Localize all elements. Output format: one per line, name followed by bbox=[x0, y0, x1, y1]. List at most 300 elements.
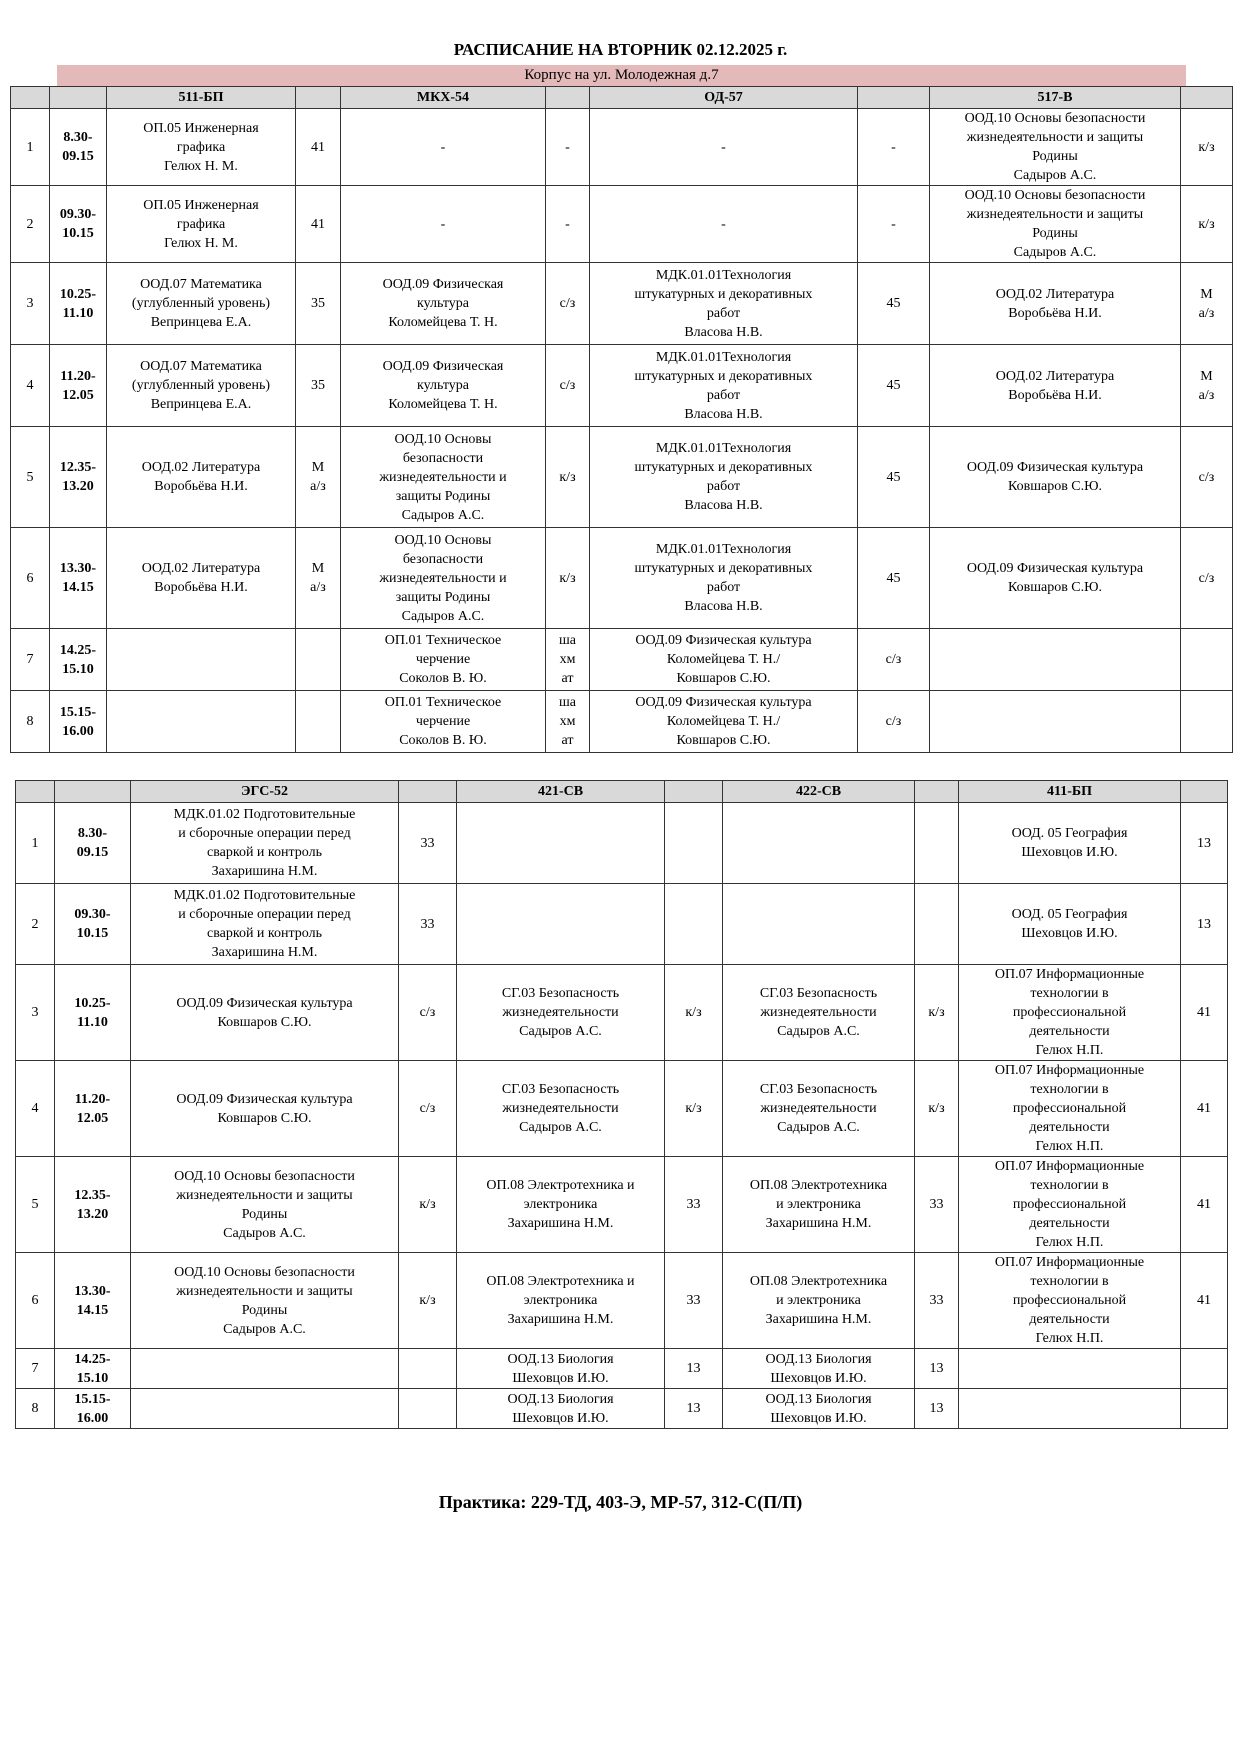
room-cell bbox=[399, 1389, 457, 1429]
subject-line: Садыров А.С. bbox=[1013, 168, 1097, 183]
subject-line: - bbox=[440, 216, 446, 232]
subject-cell bbox=[107, 186, 296, 263]
time-line: 14.25- bbox=[59, 642, 97, 658]
subject-line: технологии в bbox=[1030, 1082, 1109, 1097]
room-line: хм bbox=[559, 714, 576, 729]
subject-line: жизнедеятельности и защиты bbox=[966, 207, 1144, 222]
lesson-time bbox=[55, 1253, 131, 1349]
subject-line: Родины bbox=[1032, 226, 1078, 241]
subject-cell bbox=[341, 629, 546, 691]
time-line: 15.10 bbox=[76, 1370, 109, 1386]
subject-line: ООД.13 Биология bbox=[507, 1351, 614, 1367]
subject-cell bbox=[590, 109, 858, 186]
subject-line: ООД.07 Математика bbox=[140, 359, 262, 374]
subject-cell bbox=[723, 965, 915, 1061]
room-cell bbox=[546, 528, 590, 629]
subject-line: Гелюх Н.П. bbox=[1035, 1235, 1104, 1250]
time-line: 12.05 bbox=[62, 387, 94, 403]
subject-line: Власова Н.В. bbox=[684, 498, 763, 513]
room-line: М bbox=[311, 460, 325, 475]
room-line: к/з bbox=[685, 1005, 702, 1020]
subject-cell bbox=[723, 1061, 915, 1157]
table-row bbox=[11, 427, 1233, 528]
subject-line: защиты Родины bbox=[395, 589, 491, 605]
room-line: - bbox=[891, 216, 896, 232]
room-line: 13 bbox=[929, 1361, 944, 1376]
subject-cell bbox=[341, 263, 546, 345]
room-line: 13 bbox=[686, 1401, 701, 1416]
room-cell bbox=[546, 691, 590, 753]
subject-line: сваркой и контроль bbox=[207, 926, 322, 941]
subject-line: ОП.01 Техническое bbox=[384, 633, 502, 648]
subject-cell bbox=[131, 884, 399, 965]
header-empty bbox=[50, 87, 107, 109]
room-cell bbox=[1181, 1157, 1228, 1253]
time-line: 11.10 bbox=[77, 1014, 108, 1030]
room-cell bbox=[1181, 528, 1233, 629]
subject-cell bbox=[131, 1253, 399, 1349]
lesson-time bbox=[50, 109, 107, 186]
time-line: 8.30- bbox=[77, 826, 108, 841]
subject-line: и сборочные операции перед bbox=[178, 826, 351, 841]
subject-line: МДК.01.02 Подготовительные bbox=[173, 807, 356, 822]
room-line: 45 bbox=[886, 378, 901, 393]
subject-line: ОП.07 Информационные bbox=[994, 1255, 1145, 1270]
room-line: 35 bbox=[311, 378, 325, 393]
room-line: 41 bbox=[1197, 1005, 1211, 1020]
subject-cell bbox=[107, 528, 296, 629]
subject-line: профессиональной bbox=[1012, 1197, 1127, 1212]
subject-line: Ковшаров С.Ю. bbox=[676, 733, 771, 748]
subject-cell bbox=[959, 1157, 1181, 1253]
room-cell bbox=[399, 1061, 457, 1157]
subject-line: ООД.02 Литература bbox=[995, 286, 1115, 302]
room-cell bbox=[546, 186, 590, 263]
lesson-number: 1 bbox=[11, 109, 50, 186]
room-line: 33 bbox=[420, 835, 435, 851]
room-line: 33 bbox=[929, 1197, 944, 1212]
room-cell bbox=[296, 528, 341, 629]
subject-cell bbox=[131, 803, 399, 884]
subject-line: Вепринцева Е.А. bbox=[150, 315, 252, 330]
subject-cell bbox=[107, 691, 296, 753]
room-cell bbox=[399, 965, 457, 1061]
subject-cell bbox=[723, 1349, 915, 1389]
time-line: 10.15 bbox=[76, 926, 109, 941]
subject-line: Ковшаров С.Ю. bbox=[217, 1014, 312, 1030]
subject-line: жизнедеятельности и защиты bbox=[966, 130, 1144, 145]
subject-line: ООД.09 Физическая bbox=[382, 277, 504, 292]
room-line: с/з bbox=[1198, 469, 1215, 485]
group-header: 517-В bbox=[930, 87, 1181, 109]
subject-line: Шеховцов И.Ю. bbox=[512, 1370, 609, 1386]
lesson-time bbox=[50, 427, 107, 528]
subject-line: штукатурных и декоративных bbox=[634, 286, 813, 302]
time-line: 13.20 bbox=[62, 479, 94, 494]
table-row bbox=[11, 629, 1233, 691]
subject-line: Соколов В. Ю. bbox=[399, 671, 487, 686]
lesson-time bbox=[55, 1157, 131, 1253]
subject-cell bbox=[457, 803, 665, 884]
subject-line: Ковшаров С.Ю. bbox=[1007, 580, 1103, 595]
subject-line: сваркой и контроль bbox=[207, 845, 322, 860]
subject-line: Захаришина Н.М. bbox=[211, 864, 318, 879]
subject-cell bbox=[131, 1389, 399, 1429]
room-line: 45 bbox=[886, 570, 901, 586]
subject-line: Воробьёва Н.И. bbox=[154, 580, 248, 595]
subject-line: Шеховцов И.Ю. bbox=[512, 1410, 609, 1426]
time-line: 13.30- bbox=[59, 561, 97, 576]
subject-line: Ковшаров С.Ю. bbox=[217, 1110, 312, 1126]
lesson-time bbox=[50, 629, 107, 691]
subject-line: Власова Н.В. bbox=[684, 599, 763, 614]
subject-line: Захаришина Н.М. bbox=[507, 1216, 614, 1231]
group-header: 422-СВ bbox=[723, 781, 915, 803]
subject-cell bbox=[959, 1253, 1181, 1349]
room-cell bbox=[1181, 1061, 1228, 1157]
lesson-number: 4 bbox=[11, 345, 50, 427]
subject-line: штукатурных и декоративных bbox=[634, 460, 813, 475]
lesson-number: 6 bbox=[11, 528, 50, 629]
room-line: - bbox=[891, 139, 896, 155]
subject-line: ООД.07 Математика bbox=[140, 277, 262, 292]
subject-line: жизнедеятельности bbox=[760, 1005, 877, 1020]
practice-note: Практика: 229-ТД, 403-Э, МР-57, 312-С(П/П) bbox=[438, 1492, 803, 1512]
room-line: 13 bbox=[1197, 916, 1211, 932]
subject-cell bbox=[131, 965, 399, 1061]
subject-line: профессиональной bbox=[1012, 1101, 1127, 1116]
schedule-table-1 bbox=[10, 86, 1233, 753]
room-cell bbox=[915, 803, 959, 884]
subject-line: Вепринцева Е.А. bbox=[150, 397, 252, 412]
time-line: 09.30- bbox=[74, 907, 111, 922]
subject-line: ООД.13 Биология bbox=[765, 1351, 872, 1367]
subject-line: электроника bbox=[523, 1197, 598, 1212]
header-empty bbox=[399, 781, 457, 803]
subject-cell bbox=[341, 427, 546, 528]
room-cell bbox=[296, 186, 341, 263]
subject-line: МДК.01.01Технология bbox=[655, 542, 792, 557]
lesson-time bbox=[50, 691, 107, 753]
subject-line: культура bbox=[417, 296, 469, 311]
subject-line: работ bbox=[706, 580, 741, 595]
subject-line: ООД. 05 География bbox=[1011, 907, 1128, 922]
subject-cell bbox=[930, 691, 1181, 753]
lesson-number: 2 bbox=[16, 884, 55, 965]
subject-line: Шеховцов И.Ю. bbox=[770, 1370, 867, 1386]
subject-line: ОП.05 Инженерная bbox=[143, 197, 259, 213]
room-cell bbox=[858, 427, 930, 528]
subject-line: СГ.03 Безопасность bbox=[501, 986, 620, 1001]
time-line: 14.15 bbox=[76, 1302, 109, 1318]
time-line: 13.20 bbox=[76, 1206, 109, 1222]
room-line: к/з bbox=[1198, 139, 1215, 155]
room-cell bbox=[399, 884, 457, 965]
room-line: к/з bbox=[419, 1197, 436, 1212]
subject-line: Гелюх Н.П. bbox=[1035, 1139, 1104, 1154]
subject-line: Соколов В. Ю. bbox=[399, 733, 487, 748]
subject-cell bbox=[723, 1253, 915, 1349]
table-row bbox=[11, 691, 1233, 753]
table-row bbox=[11, 186, 1233, 263]
lesson-number: 3 bbox=[16, 965, 55, 1061]
subject-line: работ bbox=[706, 479, 741, 494]
table-row bbox=[11, 263, 1233, 345]
subject-line: защиты Родины bbox=[395, 488, 491, 504]
room-cell bbox=[665, 884, 723, 965]
room-cell bbox=[858, 186, 930, 263]
room-line: с/з bbox=[885, 714, 902, 729]
lesson-time bbox=[50, 528, 107, 629]
room-line: 33 bbox=[686, 1197, 701, 1212]
subject-line: Гелюх Н.П. bbox=[1035, 1331, 1104, 1346]
subject-cell bbox=[930, 263, 1181, 345]
room-cell bbox=[399, 1157, 457, 1253]
room-line: ат bbox=[561, 671, 574, 686]
subject-line: ОП.05 Инженерная bbox=[143, 120, 259, 136]
subject-line: профессиональной bbox=[1012, 1005, 1127, 1020]
subject-line: Захаришина Н.М. bbox=[507, 1312, 614, 1327]
room-line: с/з bbox=[885, 652, 902, 667]
room-cell bbox=[546, 427, 590, 528]
subject-line: жизнедеятельности и защиты bbox=[176, 1187, 353, 1203]
subject-line: ООД.13 Биология bbox=[765, 1391, 872, 1407]
subject-line: СГ.03 Безопасность bbox=[759, 1082, 878, 1097]
subject-line: черчение bbox=[415, 652, 471, 667]
subject-line: работ bbox=[706, 305, 741, 321]
room-cell bbox=[1181, 263, 1233, 345]
subject-line: ОП.08 Электротехника bbox=[749, 1178, 888, 1193]
lesson-time bbox=[55, 884, 131, 965]
room-line: 41 bbox=[1197, 1101, 1211, 1116]
room-cell bbox=[296, 345, 341, 427]
room-cell bbox=[399, 1253, 457, 1349]
subject-line: ООД.02 Литература bbox=[141, 561, 261, 576]
subject-line: и сборочные операции перед bbox=[178, 907, 351, 922]
subject-line: ООД.10 Основы bbox=[394, 532, 492, 548]
subject-line: Гелюх Н. М. bbox=[164, 235, 238, 251]
subject-line: СГ.03 Безопасность bbox=[759, 986, 878, 1001]
room-cell bbox=[1181, 1349, 1228, 1389]
subject-cell bbox=[107, 345, 296, 427]
subject-cell bbox=[930, 345, 1181, 427]
time-line: 14.15 bbox=[62, 580, 94, 595]
group-header: 511-БП bbox=[107, 87, 296, 109]
room-cell bbox=[399, 803, 457, 884]
room-cell bbox=[858, 691, 930, 753]
room-cell bbox=[858, 109, 930, 186]
room-line: к/з bbox=[1198, 216, 1215, 232]
room-cell bbox=[546, 345, 590, 427]
subject-line: безопасности bbox=[402, 551, 484, 567]
table-header-row bbox=[16, 781, 1228, 803]
subject-line: Шеховцов И.Ю. bbox=[770, 1410, 867, 1426]
subject-cell bbox=[723, 884, 915, 965]
subject-line: деятельности bbox=[1029, 1120, 1110, 1135]
header-empty bbox=[1181, 87, 1233, 109]
subject-line: культура bbox=[417, 378, 469, 393]
room-cell bbox=[296, 109, 341, 186]
subject-cell bbox=[341, 345, 546, 427]
time-line: 11.10 bbox=[62, 305, 94, 321]
room-cell bbox=[546, 109, 590, 186]
subject-line: жизнедеятельности bbox=[502, 1101, 619, 1116]
subject-line: Захаришина Н.М. bbox=[765, 1216, 872, 1231]
room-cell bbox=[665, 1157, 723, 1253]
subject-cell bbox=[959, 803, 1181, 884]
room-line: М bbox=[1200, 286, 1213, 302]
subject-line: ООД.09 Физическая культура bbox=[966, 561, 1144, 576]
subject-cell bbox=[457, 1253, 665, 1349]
room-cell bbox=[296, 691, 341, 753]
table-row bbox=[16, 1389, 1228, 1429]
subject-line: СГ.03 Безопасность bbox=[501, 1082, 620, 1097]
subject-line: Ковшаров С.Ю. bbox=[1007, 479, 1103, 494]
room-cell bbox=[1181, 1253, 1228, 1349]
room-cell bbox=[399, 1349, 457, 1389]
table-row bbox=[11, 528, 1233, 629]
group-header: МКХ-54 bbox=[341, 87, 546, 109]
table-row bbox=[16, 965, 1228, 1061]
room-cell bbox=[858, 263, 930, 345]
subject-line: МДК.01.01Технология bbox=[655, 267, 792, 283]
subject-line: жизнедеятельности и bbox=[379, 570, 507, 586]
room-cell bbox=[296, 427, 341, 528]
subject-line: Родины bbox=[241, 1302, 288, 1318]
room-cell bbox=[858, 528, 930, 629]
table-row bbox=[16, 1061, 1228, 1157]
room-cell bbox=[1181, 109, 1233, 186]
lesson-number: 5 bbox=[11, 427, 50, 528]
time-line: 16.00 bbox=[62, 723, 94, 739]
room-line: - bbox=[565, 139, 570, 155]
subject-cell bbox=[131, 1061, 399, 1157]
table-header-row bbox=[11, 87, 1233, 109]
room-line: 41 bbox=[1197, 1293, 1211, 1308]
subject-line: Шеховцов И.Ю. bbox=[1021, 926, 1118, 941]
lesson-number: 5 bbox=[16, 1157, 55, 1253]
room-line: 13 bbox=[686, 1361, 701, 1376]
subject-line: Садыров А.С. bbox=[519, 1024, 602, 1039]
page-title: РАСПИСАНИЕ НА ВТОРНИК 02.12.2025 г. bbox=[453, 40, 788, 59]
room-cell bbox=[1181, 965, 1228, 1061]
subject-line: жизнедеятельности и защиты bbox=[176, 1283, 353, 1299]
room-cell bbox=[665, 1253, 723, 1349]
room-cell bbox=[1181, 1389, 1228, 1429]
subject-line: Коломейцева Т. Н. bbox=[388, 315, 498, 330]
subject-cell bbox=[930, 427, 1181, 528]
subject-line: черчение bbox=[415, 714, 471, 729]
subject-cell bbox=[959, 1349, 1181, 1389]
subject-line: ООД.10 Основы безопасности bbox=[964, 188, 1146, 203]
subject-cell bbox=[107, 629, 296, 691]
subject-cell bbox=[959, 1389, 1181, 1429]
room-line: - bbox=[565, 216, 570, 232]
room-line: к/з bbox=[559, 469, 576, 485]
table-row bbox=[16, 1253, 1228, 1349]
time-line: 16.00 bbox=[76, 1410, 109, 1426]
room-line: с/з bbox=[1198, 570, 1215, 586]
room-line: к/з bbox=[559, 570, 576, 586]
subject-line: технологии в bbox=[1030, 986, 1109, 1001]
group-header: 421-СВ bbox=[457, 781, 665, 803]
lesson-number: 1 bbox=[16, 803, 55, 884]
room-line: с/з bbox=[419, 1005, 436, 1020]
room-cell bbox=[665, 965, 723, 1061]
subject-line: Садыров А.С. bbox=[223, 1225, 306, 1241]
room-cell bbox=[1181, 427, 1233, 528]
subject-line: МДК.01.02 Подготовительные bbox=[173, 888, 356, 903]
room-line: а/з bbox=[310, 479, 326, 494]
subject-cell bbox=[930, 629, 1181, 691]
time-line: 15.15- bbox=[59, 704, 97, 720]
subject-cell bbox=[590, 345, 858, 427]
subject-line: ООД.02 Литература bbox=[141, 460, 261, 475]
subject-line: ОП.08 Электротехника и bbox=[486, 1178, 635, 1193]
subject-line: Ковшаров С.Ю. bbox=[676, 671, 771, 686]
subject-cell bbox=[107, 427, 296, 528]
subject-cell bbox=[131, 1157, 399, 1253]
room-cell bbox=[858, 345, 930, 427]
subject-cell bbox=[959, 965, 1181, 1061]
subject-line: профессиональной bbox=[1012, 1293, 1127, 1308]
subject-cell bbox=[457, 1157, 665, 1253]
time-line: 12.35- bbox=[74, 1187, 111, 1203]
lesson-time bbox=[55, 1349, 131, 1389]
subject-line: Воробьёва Н.И. bbox=[154, 479, 248, 494]
subject-line: Коломейцева Т. Н./ bbox=[666, 714, 781, 729]
room-line: а/з bbox=[1198, 305, 1215, 321]
room-cell bbox=[915, 1253, 959, 1349]
room-line: ат bbox=[561, 733, 574, 748]
lesson-number: 3 bbox=[11, 263, 50, 345]
room-line: М bbox=[311, 561, 325, 576]
subject-line: электроника bbox=[523, 1293, 598, 1308]
subject-line: ОП.07 Информационные bbox=[994, 967, 1145, 982]
subject-line: деятельности bbox=[1029, 1024, 1110, 1039]
subject-line: - bbox=[440, 139, 446, 155]
time-line: 12.05 bbox=[76, 1110, 109, 1126]
subject-line: Власова Н.В. bbox=[684, 406, 763, 422]
subject-line: Шеховцов И.Ю. bbox=[1021, 845, 1118, 860]
room-cell bbox=[915, 1389, 959, 1429]
header-empty bbox=[11, 87, 50, 109]
lesson-time bbox=[55, 803, 131, 884]
subject-line: ОП.07 Информационные bbox=[994, 1159, 1145, 1174]
lesson-time bbox=[55, 1389, 131, 1429]
subject-line: жизнедеятельности и bbox=[379, 469, 507, 485]
subject-cell bbox=[457, 1349, 665, 1389]
subject-line: безопасности bbox=[402, 450, 484, 466]
subject-line: ООД.02 Литература bbox=[995, 368, 1115, 384]
group-header: ЭГС-52 bbox=[131, 781, 399, 803]
subject-line: жизнедеятельности bbox=[760, 1101, 877, 1116]
room-line: к/з bbox=[685, 1101, 702, 1116]
subject-line: Гелюх Н. М. bbox=[164, 158, 238, 174]
room-cell bbox=[1181, 345, 1233, 427]
room-line: 45 bbox=[886, 296, 901, 311]
subject-line: ООД.10 Основы безопасности bbox=[964, 111, 1146, 126]
room-cell bbox=[296, 629, 341, 691]
room-cell bbox=[915, 1061, 959, 1157]
subject-line: Садыров А.С. bbox=[223, 1321, 306, 1337]
subject-line: ООД.09 Физическая культура bbox=[635, 695, 812, 710]
subject-line: Родины bbox=[1032, 149, 1078, 164]
subject-line: штукатурных и декоративных bbox=[634, 561, 813, 576]
schedule-table-2 bbox=[15, 780, 1228, 1429]
table-row bbox=[16, 884, 1228, 965]
subject-line: технологии в bbox=[1030, 1274, 1109, 1289]
